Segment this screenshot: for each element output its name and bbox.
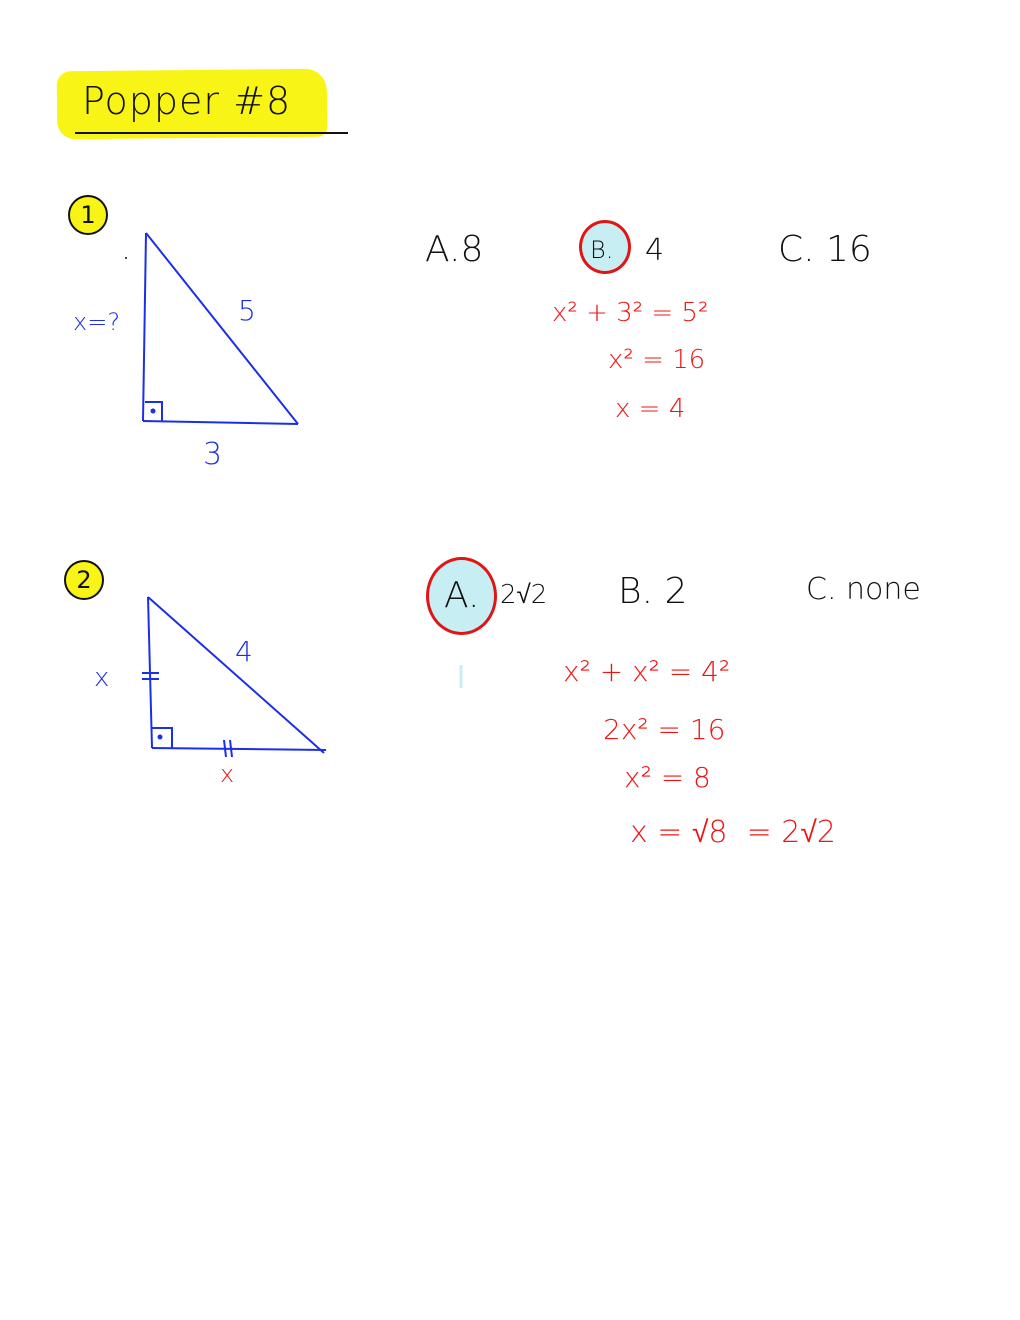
q2-choice-a-value: 2√2 <box>500 580 548 610</box>
triangle-1-base-label: 3 <box>203 437 223 472</box>
q1-choice-a: A.8 <box>425 229 484 270</box>
q2-work-line-2: 2x² = 16 <box>603 713 726 746</box>
triangle-1-hypotenuse-label: 5 <box>238 294 256 327</box>
triangle-2-hypotenuse <box>148 597 324 753</box>
triangle-2-right-angle-dot <box>159 736 162 739</box>
triangle-2-hypotenuse-label: 4 <box>235 635 253 668</box>
q1-work-line-2: x² = 16 <box>608 345 706 375</box>
q1-choice-c: C. 16 <box>778 229 872 270</box>
q2-choice-a-letter: A. <box>444 575 480 616</box>
triangle-2-leg-label: x <box>94 663 110 693</box>
triangle-1-hypotenuse <box>146 233 298 424</box>
page-title: Popper #8 <box>82 79 292 123</box>
triangle-1-right-angle-dot <box>152 410 155 413</box>
q2-work-line-3: x² = 8 <box>624 761 711 794</box>
q1-work-line-1: x² + 3² = 5² <box>552 298 709 328</box>
triangle-1 <box>143 233 298 424</box>
question-2-number <box>64 560 104 600</box>
triangle-2-base <box>152 748 326 750</box>
q1-choice-b-value: 4 <box>645 233 665 268</box>
q2-choice-b: B. 2 <box>618 571 688 612</box>
triangle-1-leg-label: x=? <box>73 308 121 336</box>
question-2-number-text: 2 <box>76 566 92 594</box>
stray-dot <box>125 257 127 259</box>
triangle-2-base-label: x <box>220 760 235 788</box>
q2-choice-c: C. none <box>806 572 921 607</box>
question-1-number-text: 1 <box>80 201 96 229</box>
triangle-1-leg <box>143 233 146 421</box>
triangle-2 <box>142 597 326 757</box>
q1-choice-b-letter: B. <box>590 236 614 264</box>
q1-work-line-3: x = 4 <box>615 394 686 424</box>
triangle-1-base <box>143 421 298 424</box>
q2-work-line-1: x² + x² = 4² <box>563 655 731 688</box>
q2-work-line-4: x = √8 = 2√2 <box>630 815 836 850</box>
